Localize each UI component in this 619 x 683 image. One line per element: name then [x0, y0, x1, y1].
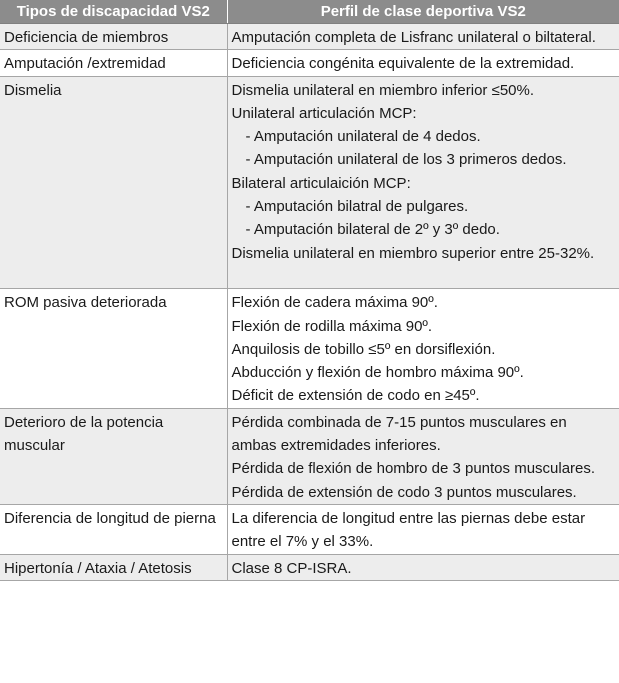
disability-type-cell: Amputación /extremidad: [0, 50, 227, 76]
disability-type-cell: ROM pasiva deteriorada: [0, 289, 227, 408]
header-sport-class-profile: Perfil de clase deportiva VS2: [227, 0, 619, 24]
profile-cell: [227, 504, 619, 554]
profile-line: Pérdida combinada de 7-15 puntos musculares en ambas extremidades inferiores.: [231, 413, 567, 455]
profile-line: Bilateral articulaición MCP:: [231, 174, 411, 192]
disability-type-cell: Hipertonía / Ataxia / Atetosis: [0, 554, 227, 580]
profile-cell: [227, 408, 619, 504]
profile-cell: [227, 50, 619, 76]
table-row: [0, 504, 619, 554]
profile-line: Pérdida de flexión de hombro de 3 puntos musculares.: [231, 460, 596, 478]
disability-type-cell: Dismelia: [0, 76, 227, 289]
profile-subline: - Amputación bilateral de 2º y 3º dedo.: [245, 221, 500, 239]
profile-line: Dismelia unilateral en miembro superior entre 25-32%.: [231, 244, 595, 262]
blank-line-spacer: [232, 265, 616, 288]
profile-cell: [227, 76, 619, 289]
disability-type-cell: Deterioro de la potencia muscular: [0, 408, 227, 504]
profile-cell: [227, 24, 619, 50]
header-disability-type: Tipos de discapacidad VS2: [0, 0, 227, 24]
table-row: [0, 289, 619, 408]
profile-line: Unilateral articulación MCP:: [231, 104, 417, 122]
profile-line: Pérdida de extensión de codo 3 puntos musculares.: [231, 483, 577, 501]
disability-type-cell: Diferencia de longitud de pierna: [0, 504, 227, 554]
profile-line: Amputación completa de Lisfranc unilateral o biltateral.: [231, 29, 596, 46]
profile-subline: - Amputación unilateral de 4 dedos.: [245, 128, 481, 146]
table-row: [0, 554, 619, 580]
profile-line: Dismelia unilateral en miembro inferior ≤50%.: [231, 81, 535, 99]
disability-type-cell: Deficiencia de miembros: [0, 24, 227, 50]
profile-cell: [227, 554, 619, 580]
header-row: [0, 0, 619, 24]
profile-subline: - Amputación bilatral de pulgares.: [245, 198, 469, 216]
profile-line: Anquilosis de tobillo ≤5º en dorsiflexión.: [231, 340, 496, 358]
table-row: [0, 24, 619, 50]
profile-line: Déficit de extensión de codo en ≥45º.: [231, 387, 480, 405]
table-row: [0, 76, 619, 289]
profile-line: La diferencia de longitud entre las piernas debe estar entre el 7% y el 33%.: [231, 509, 586, 551]
table-row: [0, 408, 619, 504]
table-row: [0, 50, 619, 76]
profile-subline: - Amputación unilateral de los 3 primeros dedos.: [245, 151, 567, 169]
profile-line: Flexión de rodilla máxima 90º.: [231, 317, 433, 335]
profile-line: Abducción y flexión de hombro máxima 90º.: [231, 364, 524, 382]
profile-cell: [227, 289, 619, 408]
profile-line: Flexión de cadera máxima 90º.: [231, 294, 438, 312]
profile-line: Clase 8 CP-ISRA.: [231, 559, 352, 577]
profile-line: Deficiencia congénita equivalente de la extremidad.: [231, 55, 575, 73]
